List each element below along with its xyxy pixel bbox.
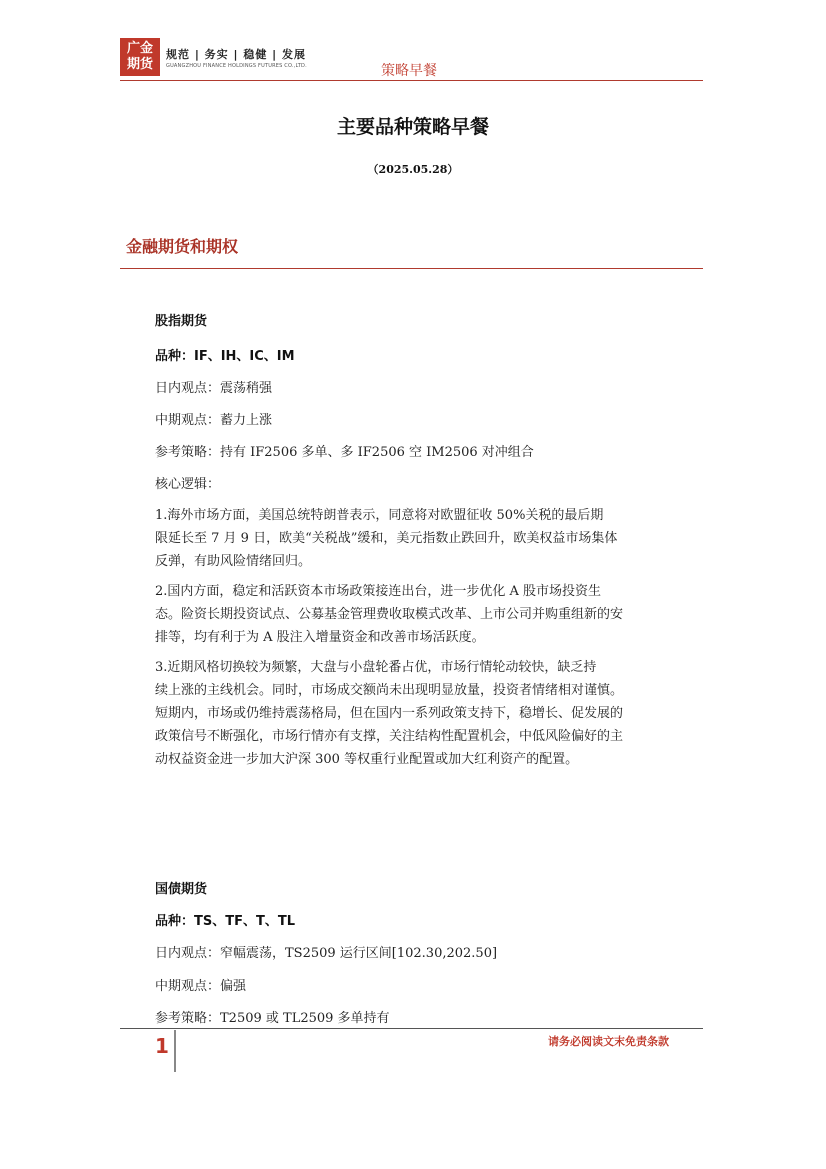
company-english-name: GUANGZHOU FINANCE HOLDINGS FUTURES CO.,LTD. bbox=[166, 63, 307, 69]
logic-point-3-line-3: 短期内，市场或仍维持震荡格局，但在国内一系列政策支持下，稳增长、促发展的 bbox=[155, 706, 624, 721]
treasury-heading: 国债期货 bbox=[155, 882, 208, 897]
stock-index-logic-label: 核心逻辑： bbox=[155, 477, 221, 492]
section-title: 金融期货和期权 bbox=[126, 237, 239, 256]
logo-text-line1: 广金 bbox=[126, 41, 153, 56]
logic-point-1 bbox=[155, 504, 703, 573]
logic-point-1-line-3: 反弹，有助风险情绪回归。 bbox=[155, 554, 312, 569]
stock-index-heading: 股指期货 bbox=[155, 314, 208, 329]
logic-point-2-line-2: 态。险资长期投资试点、公募基金管理费收取模式改革、上市公司并购重组新的安 bbox=[155, 607, 624, 622]
header-tag: 策略早餐 bbox=[381, 63, 437, 79]
logic-point-3-line-1: 3.近期风格切换较为频繁，大盘与小盘轮番占优，市场行情轮动较快，缺乏持 bbox=[155, 660, 597, 675]
logic-point-1-line-1: 1.海外市场方面，美国总统特朗普表示，同意将对欧盟征收 50%关税的最后期 bbox=[155, 508, 604, 523]
section-divider bbox=[120, 268, 703, 269]
stock-index-strategy: 参考策略：持有 IF2506 多单、多 IF2506 空 IM2506 对冲组合 bbox=[155, 445, 534, 460]
stock-index-intraday: 日内观点：震荡稍强 bbox=[155, 381, 273, 396]
page-number: 1 bbox=[155, 1034, 169, 1058]
logic-point-3-line-5: 动权益资金进一步加大沪深 300 等权重行业配置或加大红利资产的配置。 bbox=[155, 752, 579, 767]
treasury-intraday: 日内观点：窄幅震荡，TS2509 运行区间[102.30,202.50] bbox=[155, 946, 498, 961]
company-slogan: 规范 | 务实 | 稳健 | 发展 bbox=[166, 48, 307, 61]
footer-divider bbox=[120, 1028, 703, 1029]
disclaimer-notice: 请务必阅读文末免责条款 bbox=[548, 1035, 669, 1048]
treasury-strategy: 参考策略：T2509 或 TL2509 多单持有 bbox=[155, 1011, 390, 1026]
header-divider bbox=[120, 80, 703, 81]
stock-index-varieties: 品种：IF、IH、IC、IM bbox=[155, 349, 295, 364]
page-title: 主要品种策略早餐 bbox=[336, 116, 489, 138]
logic-point-3 bbox=[155, 656, 703, 771]
logic-point-2-line-3: 排等，均有利于为 A 股注入增量资金和改善市场活跃度。 bbox=[155, 630, 485, 645]
stock-index-midterm: 中期观点：蓄力上涨 bbox=[155, 413, 273, 428]
report-date: （2025.05.28） bbox=[367, 163, 459, 176]
treasury-varieties: 品种：TS、TF、T、TL bbox=[155, 914, 295, 929]
logo-text-line2: 期货 bbox=[126, 57, 153, 72]
company-logo bbox=[120, 38, 160, 76]
logic-point-3-line-4: 政策信号不断强化，市场行情亦有支撑，关注结构性配置机会，中低风险偏好的主 bbox=[155, 729, 624, 744]
logic-point-2 bbox=[155, 580, 703, 649]
treasury-midterm: 中期观点：偏强 bbox=[155, 979, 247, 994]
logic-point-3-line-2: 续上涨的主线机会。同时，市场成交额尚未出现明显放量，投资者情绪相对谨慎。 bbox=[155, 683, 624, 698]
logic-point-1-line-2: 限延长至 7 月 9 日，欧美“关税战”缓和，美元指数止跌回升，欧美权益市场集体 bbox=[155, 531, 618, 546]
logic-point-2-line-1: 2.国内方面，稳定和活跃资本市场政策接连出台，进一步优化 A 股市场投资生 bbox=[155, 584, 602, 599]
footer-vertical-divider bbox=[174, 1030, 176, 1072]
